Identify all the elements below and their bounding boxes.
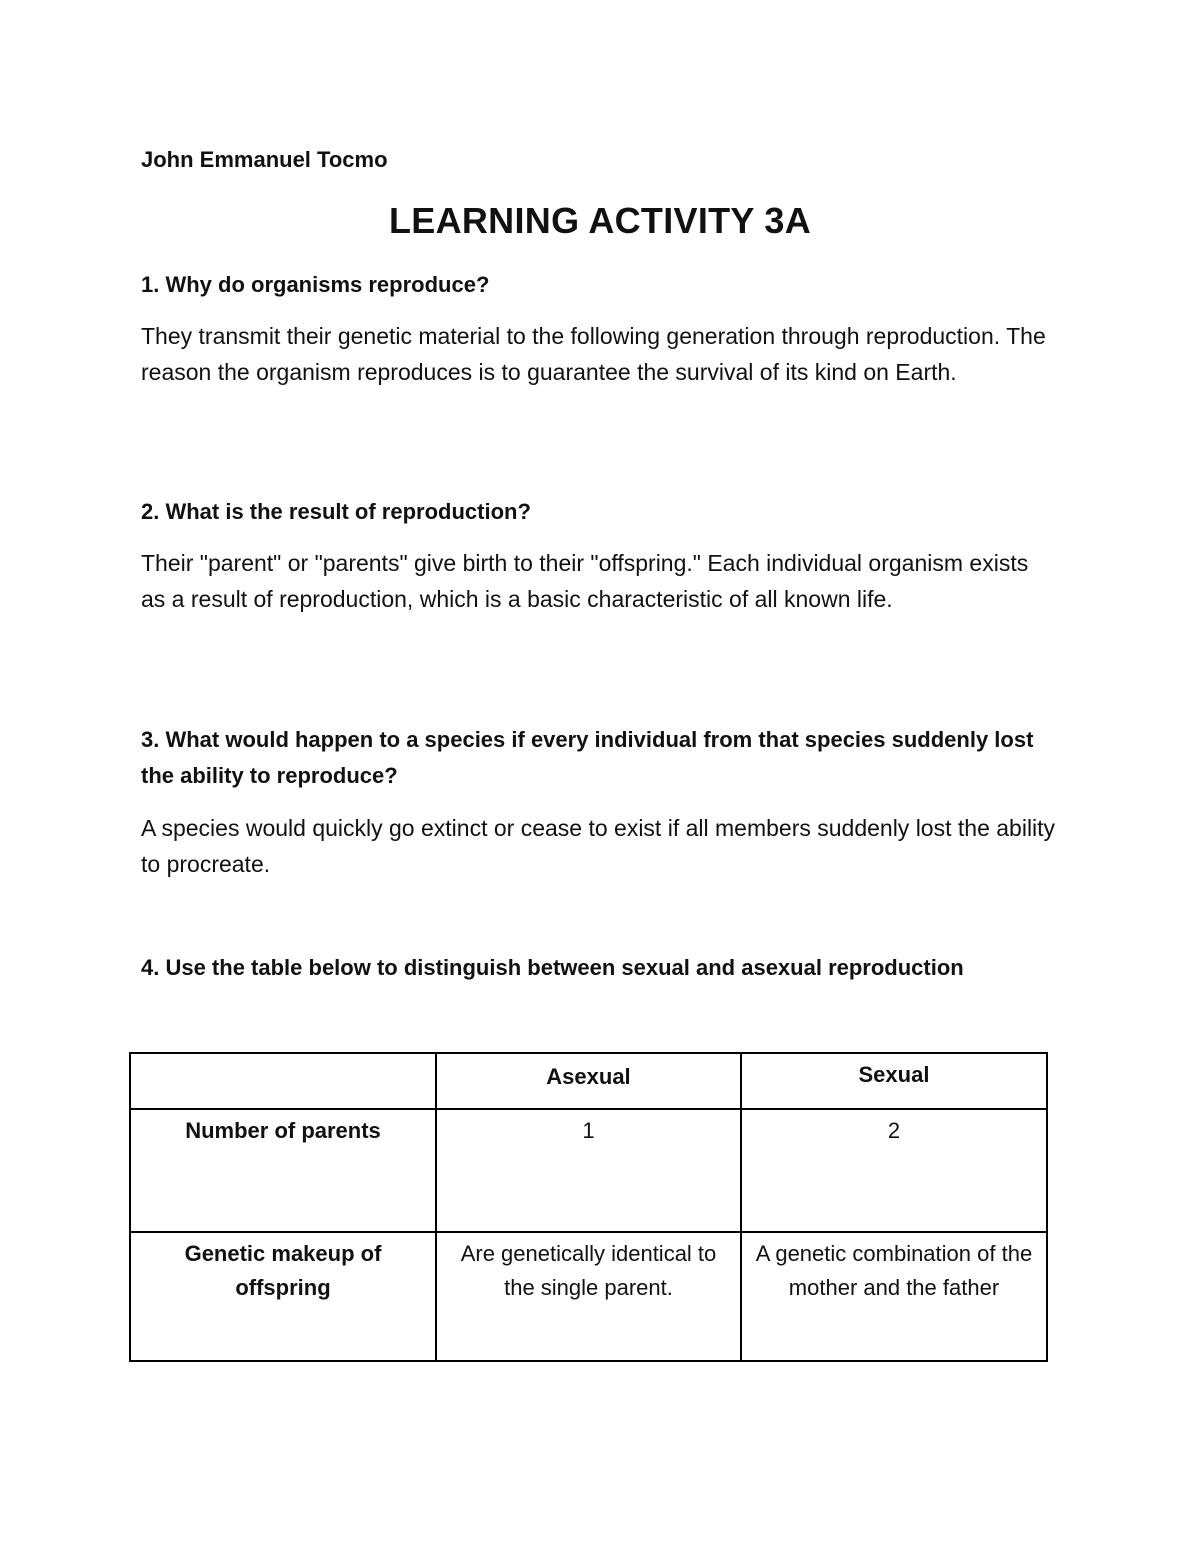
cell-asexual-genetic: Are genetically identical to the single parent. <box>436 1232 741 1361</box>
table-header-empty <box>130 1053 436 1109</box>
question-1: 1. Why do organisms reproduce? <box>141 272 490 297</box>
answer-1: They transmit their genetic material to the following generation through reproduction. The reason the organism reproduces is to guarantee the survival of its kind on Earth. <box>141 323 1046 385</box>
question-3: 3. What would happen to a species if every individual from that species suddenly lost the ability to reproduce? <box>141 727 1034 788</box>
answer-3: A species would quickly go extinct or cease to exist if all members suddenly lost the ability to procreate. <box>141 815 1056 877</box>
table-header-sexual: Sexual <box>741 1053 1047 1109</box>
table-header-asexual: Asexual <box>436 1053 741 1109</box>
page-title: LEARNING ACTIVITY 3A <box>388 200 812 241</box>
question-4: 4. Use the table below to distinguish between sexual and asexual reproduction <box>141 955 964 980</box>
table-header-row <box>130 1053 1047 1109</box>
cell-asexual-parents: 1 <box>436 1109 741 1232</box>
cell-sexual-parents: 2 <box>741 1109 1047 1232</box>
answer-2: Their "parent" or "parents" give birth to their "offspring." Each individual organism exists as a result of reproduction, which is a basic characteristic of all known life. <box>141 550 1029 612</box>
row-label-genetic-makeup: Genetic makeup of offspring <box>130 1232 436 1361</box>
table-row <box>130 1232 1047 1361</box>
author-name: John Emmanuel Tocmo <box>141 147 388 172</box>
cell-sexual-genetic: A genetic combination of the mother and the father <box>741 1232 1047 1361</box>
reproduction-comparison-table <box>129 1052 1048 1362</box>
table-row <box>130 1109 1047 1232</box>
row-label-number-of-parents: Number of parents <box>130 1109 436 1232</box>
question-2: 2. What is the result of reproduction? <box>141 499 531 524</box>
